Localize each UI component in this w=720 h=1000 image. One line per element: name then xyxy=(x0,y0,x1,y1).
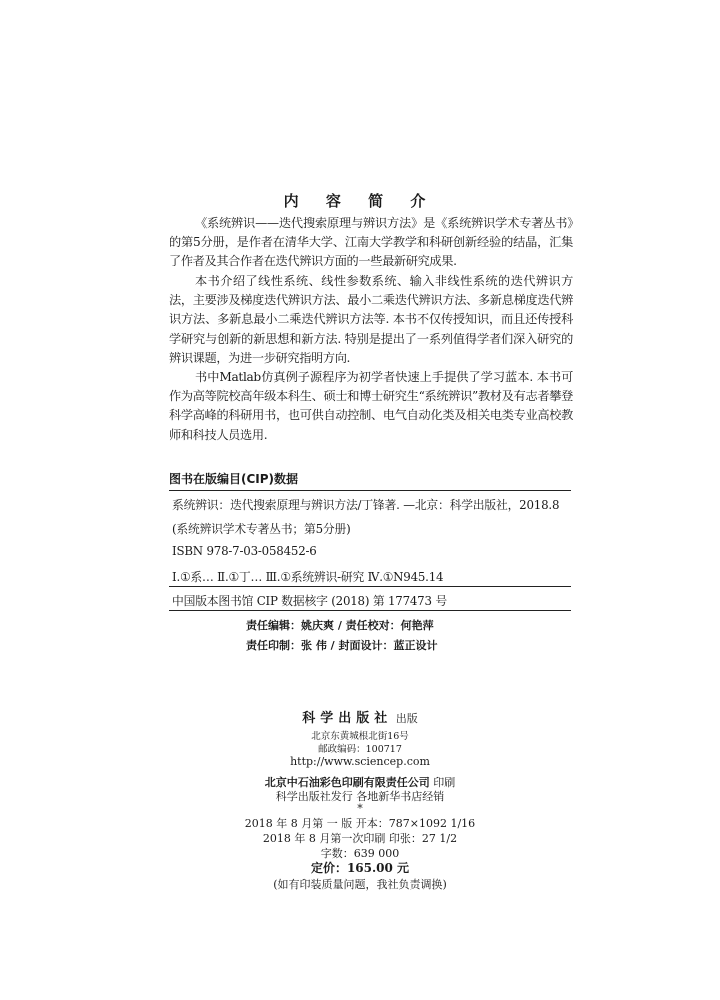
quality-notice: (如有印装质量问题，我社负责调换) xyxy=(273,878,447,891)
paragraph-text: 本书介绍了线性系统、线性参数系统、输入非线性系统的迭代辨识方法，主要涉及梯度迭代辨识方法、最小二乘迭代辨识方法、多新息梯度迭代辨识方法、多新息最小二乘迭代辨识方法等. 本书不仅传授知识，而且还传授科学研究与创新的新思想和新方法. 特别是提出了一系列值得学者们深入研究的辨识课题，为进一步研究指明方向. xyxy=(169,274,573,365)
cip-heading: 图书在版编目(CIP)数据 xyxy=(169,472,299,486)
postcode: 邮政编码：100717 xyxy=(318,744,402,755)
summary-paragraph-3 xyxy=(169,368,573,445)
distribution: 科学出版社发行 各地新华书店经销 xyxy=(275,790,445,803)
summary-paragraph-2 xyxy=(169,272,573,368)
word-count: 字数：639 000 xyxy=(320,847,400,860)
publisher-suffix: 出版 xyxy=(392,712,418,725)
price: 定价：165.00 元 xyxy=(310,861,410,875)
printer-name: 北京中石油彩色印刷有限责任公司 xyxy=(264,776,430,789)
staff-editors: 责任编辑：姚庆爽 / 责任校对：何艳萍 xyxy=(246,619,434,632)
paragraph-text: 书中Matlab仿真例子源程序为初学者快速上手提供了学习蓝本. 本书可作为高等院校高年级本科生、硕士和博士研究生“系统辨识”教材及有志者攀登科学高峰的科研用书，也可供自动控制、电气自动化类及相关电类专业高校教师和科技人员选用. xyxy=(169,370,573,442)
staff-print-design: 责任印制：张 伟 / 封面设计：蓝正设计 xyxy=(246,639,438,652)
cip-record-number: 中国版本图书馆 CIP 数据核字 (2018) 第 177473 号 xyxy=(172,594,447,608)
printing-info: 2018 年 8 月第一次印刷 印张：27 1/2 xyxy=(262,832,458,845)
cip-series-line: (系统辨识学术专著丛书；第5分册) xyxy=(172,522,351,536)
website: http://www.sciencep.com xyxy=(290,755,430,768)
cip-top-rule xyxy=(169,490,571,491)
cip-isbn-line: ISBN 978-7-03-058452-6 xyxy=(172,544,317,558)
separator-star: * xyxy=(357,802,363,815)
publisher-line xyxy=(0,707,720,726)
printer-suffix: 印刷 xyxy=(429,776,456,789)
cip-title-line: 系统辨识：迭代搜索原理与辨识方法/丁锋著. —北京：科学出版社，2018.8 xyxy=(172,498,560,512)
cip-classification-line: Ⅰ.①系… Ⅱ.①丁… Ⅲ.①系统辨识-研究 Ⅳ.①N945.14 xyxy=(172,570,444,584)
cip-middle-rule xyxy=(169,586,571,587)
publisher-address: 北京东黄城根北街16号 xyxy=(311,731,409,742)
paragraph-text: 《系统辨识——迭代搜索原理与辨识方法》是《系统辨识学术专著丛书》的第5分册，是作者在清华大学、江南大学教学和科研创新经验的结晶，汇集了作者及其合作者在迭代辨识方面的一些最新研究成果. xyxy=(169,216,573,269)
cip-bottom-rule xyxy=(169,610,571,611)
summary-paragraph-1 xyxy=(169,214,573,272)
publisher-name: 科学出版社 xyxy=(302,711,393,726)
summary-title: 内 容 简 介 xyxy=(283,192,437,210)
edition-info: 2018 年 8 月第 一 版 开本：787×1092 1/16 xyxy=(244,817,476,830)
